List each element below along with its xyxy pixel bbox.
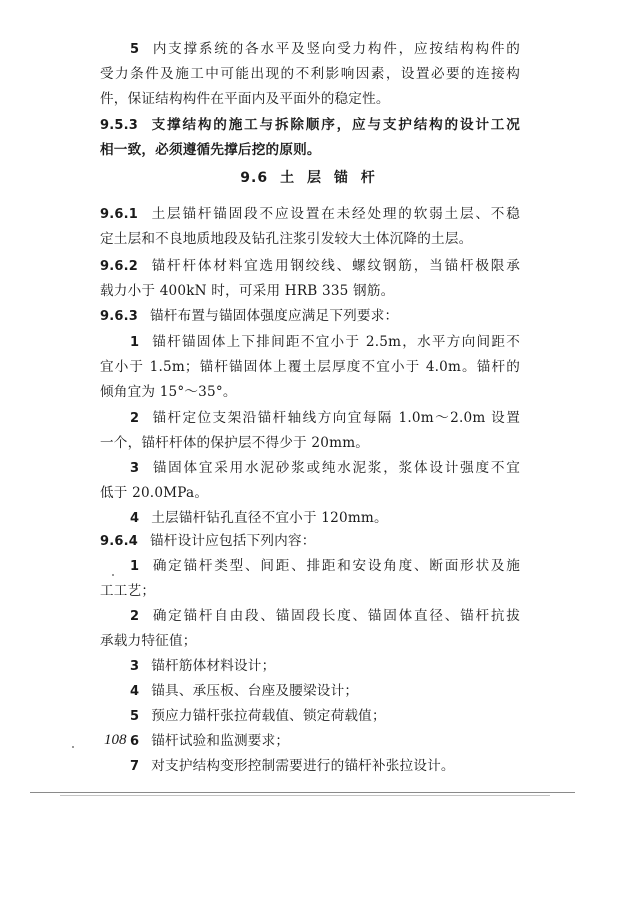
- line-text: 承载力特征值；: [100, 633, 197, 649]
- scan-speck: [112, 574, 114, 576]
- text-line: [100, 280, 520, 302]
- text-line: [100, 507, 520, 529]
- clause-number: 3: [130, 659, 140, 674]
- line-text: 预应力锚杆张拉荷载值、锁定荷载值；: [151, 708, 386, 724]
- text-line: [100, 139, 520, 161]
- text-line: [100, 530, 520, 552]
- clause-number: 9.6.3: [100, 309, 139, 324]
- text-line: [100, 605, 520, 627]
- text-line: [100, 580, 520, 602]
- line-text: 锚杆锚固体上下排间距不宜小于 2.5m，水平方向间距不: [151, 334, 520, 350]
- line-text: 确定锚杆类型、间距、排距和安设角度、断面形状及施: [151, 558, 520, 574]
- line-text: 载力小于 400kN 时，可采用 HRB 335 钢筋。: [100, 283, 395, 299]
- text-line: [100, 680, 520, 702]
- line-text: 内支撑系统的各水平及竖向受力构件，应按结构构件的: [151, 41, 520, 57]
- line-text: 对支护结构变形控制需要进行的锚杆补张拉设计。: [151, 758, 455, 774]
- text-line: [100, 305, 520, 327]
- line-text: 相一致，必须遵循先撑后挖的原则。: [100, 142, 321, 158]
- text-line: [100, 730, 520, 752]
- line-text: 锚具、承压板、台座及腰梁设计；: [151, 683, 359, 699]
- line-text: 锚杆试验和监测要求；: [151, 733, 290, 749]
- clause-number: 6: [130, 734, 140, 749]
- text-line: [100, 555, 520, 577]
- line-text: 定土层和不良地质地段及钻孔注浆引发较大土体沉降的土层。: [100, 231, 473, 247]
- text-line: [100, 88, 520, 110]
- line-text: 锚固体宜采用水泥砂浆或纯水泥浆，浆体设计强度不宜: [151, 460, 520, 476]
- text-line: [100, 381, 520, 403]
- clause-number: 4: [130, 511, 140, 526]
- line-text: 倾角宜为 15°～35°。: [100, 384, 237, 400]
- clause-number: 9.6.1: [100, 207, 139, 222]
- text-line: [100, 457, 520, 479]
- section-number: 9.6: [240, 170, 269, 186]
- line-text: 支撑结构的施工与拆除顺序，应与支护结构的设计工况: [150, 117, 520, 133]
- text-line: [100, 655, 520, 677]
- text-line: [100, 630, 520, 652]
- line-text: 土层锚杆锚固段不应设置在未经处理的软弱土层、不稳: [150, 206, 520, 222]
- clause-number: 2: [130, 411, 140, 426]
- section-title: 土 层 锚 杆: [280, 170, 379, 186]
- clause-number: 3: [130, 461, 140, 476]
- line-text: 锚杆布置与锚固体强度应满足下列要求：: [150, 308, 399, 324]
- clause-number: 9.6.4: [100, 534, 139, 549]
- line-text: 锚杆设计应包括下列内容：: [150, 533, 316, 549]
- text-line: [100, 705, 520, 727]
- text-line: [100, 331, 520, 353]
- line-text: 宜小于 1.5m；锚杆锚固体上覆土层厚度不宜小于 4.0m。锚杆的: [100, 359, 520, 375]
- text-line: [100, 407, 520, 429]
- scan-speck: [72, 746, 74, 748]
- text-line: [100, 482, 520, 504]
- page-number: 108: [104, 732, 127, 748]
- clause-number: 1: [130, 335, 140, 350]
- clause-number: 7: [130, 759, 140, 774]
- line-text: 锚杆筋体材料设计；: [151, 658, 276, 674]
- line-text: 件，保证结构构件在平面内及平面外的稳定性。: [100, 91, 390, 107]
- clause-number: 5: [130, 42, 140, 57]
- text-line: [100, 356, 520, 378]
- text-line: [100, 203, 520, 225]
- text-line: [100, 432, 520, 454]
- line-text: 确定锚杆自由段、锚固段长度、锚固体直径、锚杆抗拔: [151, 608, 520, 624]
- text-line: [100, 114, 520, 136]
- line-text: 受力条件及施工中可能出现的不利影响因素，设置必要的连接构: [100, 66, 520, 82]
- clause-number: 4: [130, 684, 140, 699]
- line-text: 土层锚杆钻孔直径不宜小于 120mm。: [151, 510, 388, 526]
- section-heading: [0, 167, 619, 189]
- text-line: [100, 38, 520, 60]
- text-line: [100, 755, 520, 777]
- clause-number: 5: [130, 709, 140, 724]
- line-text: 低于 20.0MPa。: [100, 485, 209, 501]
- clause-number: 1: [130, 559, 140, 574]
- text-line: [100, 63, 520, 85]
- clause-number: 9.5.3: [100, 118, 139, 133]
- line-text: 锚杆杆体材料宜选用钢绞线、螺纹钢筋，当锚杆极限承: [150, 258, 520, 274]
- clause-number: 9.6.2: [100, 259, 139, 274]
- text-line: [100, 255, 520, 277]
- footer-rule-shadow: [60, 795, 550, 796]
- line-text: 锚杆定位支架沿锚杆轴线方向宜每隔 1.0m～2.0m 设置: [151, 410, 520, 426]
- text-line: [100, 228, 520, 250]
- line-text: 一个，锚杆杆体的保护层不得少于 20mm。: [100, 435, 370, 451]
- clause-number: 2: [130, 609, 140, 624]
- line-text: 工工艺；: [100, 583, 156, 599]
- footer-rule: [30, 792, 575, 793]
